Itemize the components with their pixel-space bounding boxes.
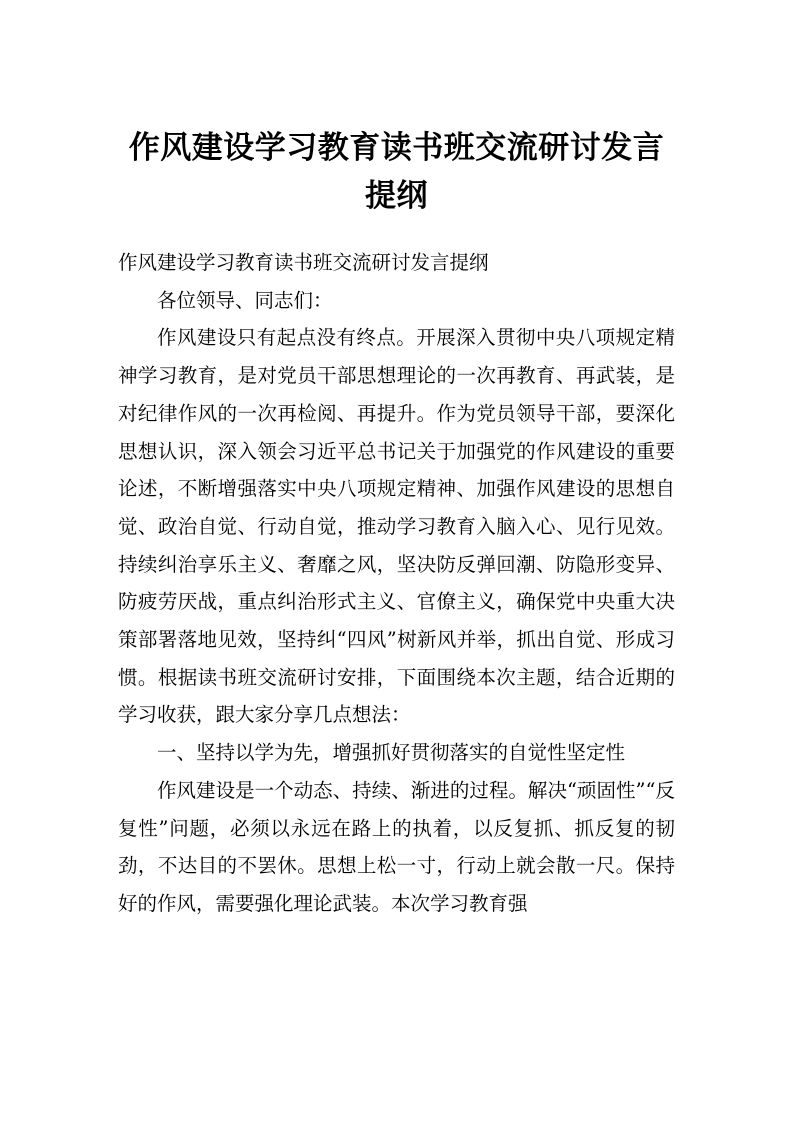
salutation-paragraph: 各位领导、同志们： — [157, 288, 333, 312]
document-body — [118, 244, 675, 923]
document-title: 作风建设学习教育读书班交流研讨发言提纲 — [128, 130, 665, 214]
body-paragraph: 作风建设只有起点没有终点。开展深入贯彻中央八项规定精神学习教育，是对党员干部思想理论的一次再教育、再武装，是对纪律作风的一次再检阅、再提升。作为党员领导干部，要深化思想认识，深入领会习近平总书记关于加强党的作风建设的重要论述，不断增强落实中央八项规定精神、加强作风建设的思想自觉、政治自觉、行动自觉，推动学习教育入脑入心、见行见效。持续纠治享乐主义、奢靡之风，坚决防反弹回潮、防隐形变异、防疲劳厌战，重点纠治形式主义、官僚主义，确保党中央重大决策部署落地见效，坚持纠“四风”树新风并举，抓出自觉、形成习惯。根据读书班交流研讨安排，下面围绕本次主题，结合近期的学习收获，跟大家分享几点想法： — [118, 326, 675, 727]
body-paragraph: 作风建设是一个动态、持续、渐进的过程。解决“顽固性”“反复性”问题，必须以永远在路上的执着，以反复抓、抓反复的韧劲，不达目的不罢休。思想上松一寸，行动上就会散一尺。保持好的作风，需要强化理论武装。本次学习教育强 — [118, 778, 675, 915]
section-heading: 一、坚持以学为先，增强抓好贯彻落实的自觉性坚定性 — [157, 741, 626, 765]
subtitle-paragraph: 作风建设学习教育读书班交流研讨发言提纲 — [118, 251, 489, 274]
